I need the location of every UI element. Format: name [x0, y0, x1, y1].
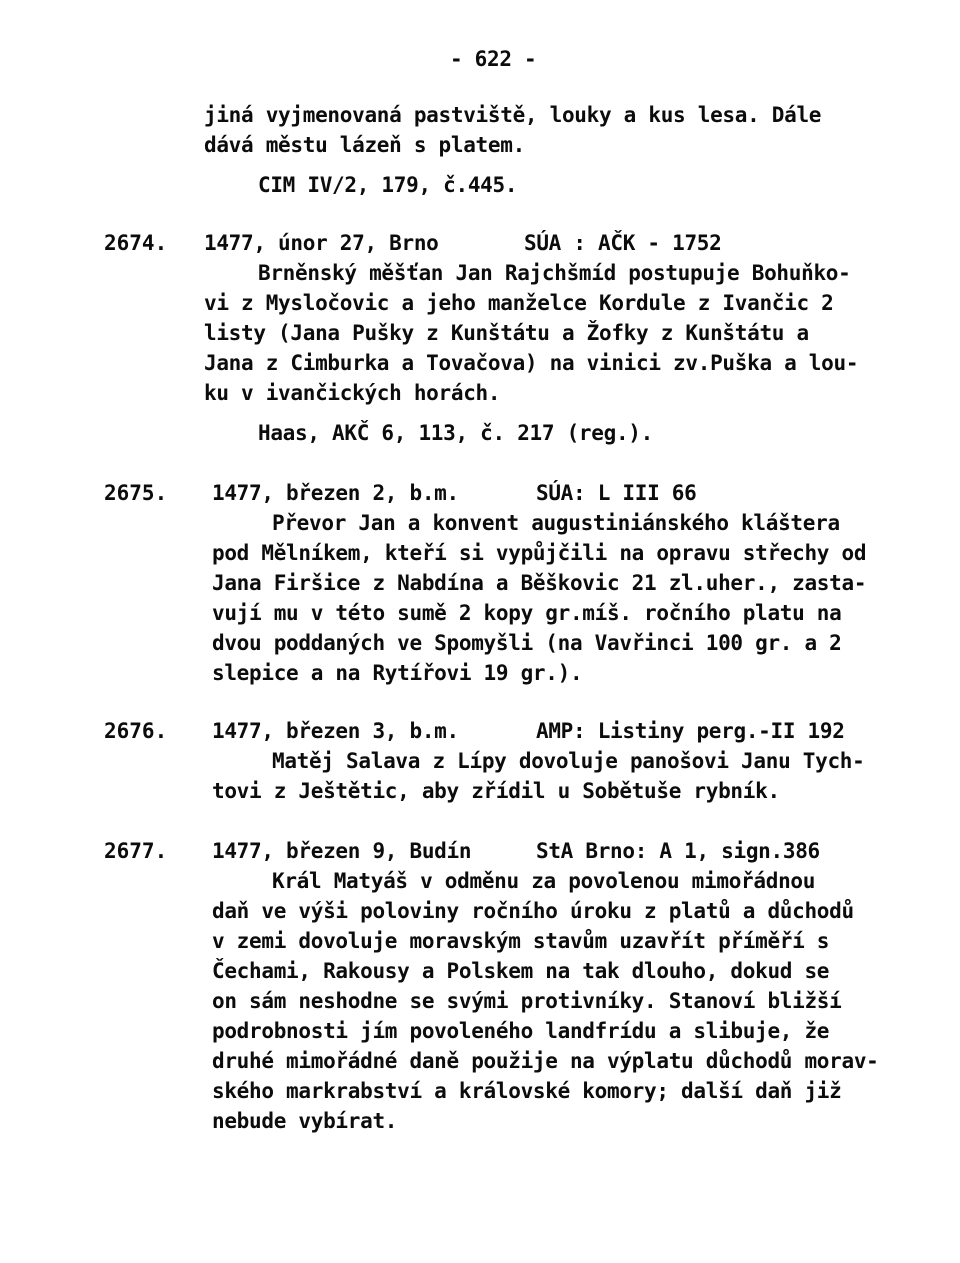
entry-line: vují mu v této sumě 2 kopy gr.míš. ročního platu na [212, 601, 842, 625]
entry-line: Matěj Salava z Lípy dovoluje panošovi Janu Tych- [272, 749, 865, 773]
entry-line: v zemi dovoluje moravským stavům uzavřít příměří s [212, 929, 830, 953]
entry-line: Jana z Cimburka a Tovačova) na vinici zv.Puška a lou- [204, 351, 859, 375]
entry-citation: Haas, AKČ 6, 113, č. 217 (reg.). [258, 421, 653, 445]
entry-archive: SÚA : AČK - 1752 [524, 231, 722, 255]
entry-line: nebude vybírat. [212, 1109, 398, 1133]
intro-citation: CIM IV/2, 179, č.445. [258, 173, 518, 197]
entry-line: podrobnosti jím povoleného landfrídu a slibuje, že [212, 1019, 830, 1043]
entry-header: 1477, březen 2, b.m. [212, 481, 459, 505]
entry-line: ku v ivančických horách. [204, 381, 501, 405]
entry-line: Král Matyáš v odměnu za povolenou mimořádnou [272, 869, 816, 893]
entry-line: tovi z Ještětic, aby zřídil u Sobětuše rybník. [212, 779, 780, 803]
entry-line: on sám neshodne se svými protivníky. Stanoví bližší [212, 989, 842, 1013]
page-number: - 622 - [450, 47, 537, 71]
entry-line: vi z Mysločovic a jeho manželce Kordule z Ivančic 2 [204, 291, 834, 315]
entry-line: pod Mělníkem, kteří si vypůjčili na opravu střechy od [212, 541, 867, 565]
entry-line: listy (Jana Pušky z Kunštátu a Žofky z Kunštátu a [204, 321, 809, 345]
intro-line: dává městu lázeň s platem. [204, 133, 525, 157]
entry-number: 2676. [104, 719, 168, 743]
entry-line: dvou poddaných ve Spomyšli (na Vavřinci 100 gr. a 2 [212, 631, 842, 655]
entry-archive: StA Brno: A 1, sign.386 [536, 839, 820, 863]
entry-line: Jana Firšice z Nabdína a Běškovic 21 zl.uher., zasta- [212, 571, 867, 595]
entry-number: 2674. [104, 231, 168, 255]
entry-line: Čechami, Rakousy a Polskem na tak dlouho, dokud se [212, 959, 830, 983]
entry-header: 1477, březen 3, b.m. [212, 719, 459, 743]
entry-line: Brněnský měšťan Jan Rajchšmíd postupuje Bohuňko- [258, 261, 851, 285]
entry-archive: AMP: Listiny perg.-II 192 [536, 719, 845, 743]
entry-archive: SÚA: L III 66 [536, 481, 697, 505]
intro-line: jiná vyjmenovaná pastviště, louky a kus lesa. Dále [204, 103, 822, 127]
entry-line: daň ve výši poloviny ročního úroku z platů a důchodů [212, 899, 854, 923]
entry-header: 1477, únor 27, Brno [204, 231, 439, 255]
entry-number: 2675. [104, 481, 168, 505]
entry-line: druhé mimořádné daně použije na výplatu důchodů morav- [212, 1049, 879, 1073]
entry-header: 1477, březen 9, Budín [212, 839, 472, 863]
entry-line: ského markrabství a královské komory; další daň již [212, 1079, 842, 1103]
entry-line: Převor Jan a konvent augustiniánského kláštera [272, 511, 840, 535]
entry-number: 2677. [104, 839, 168, 863]
entry-line: slepice a na Rytířovi 19 gr.). [212, 661, 583, 685]
